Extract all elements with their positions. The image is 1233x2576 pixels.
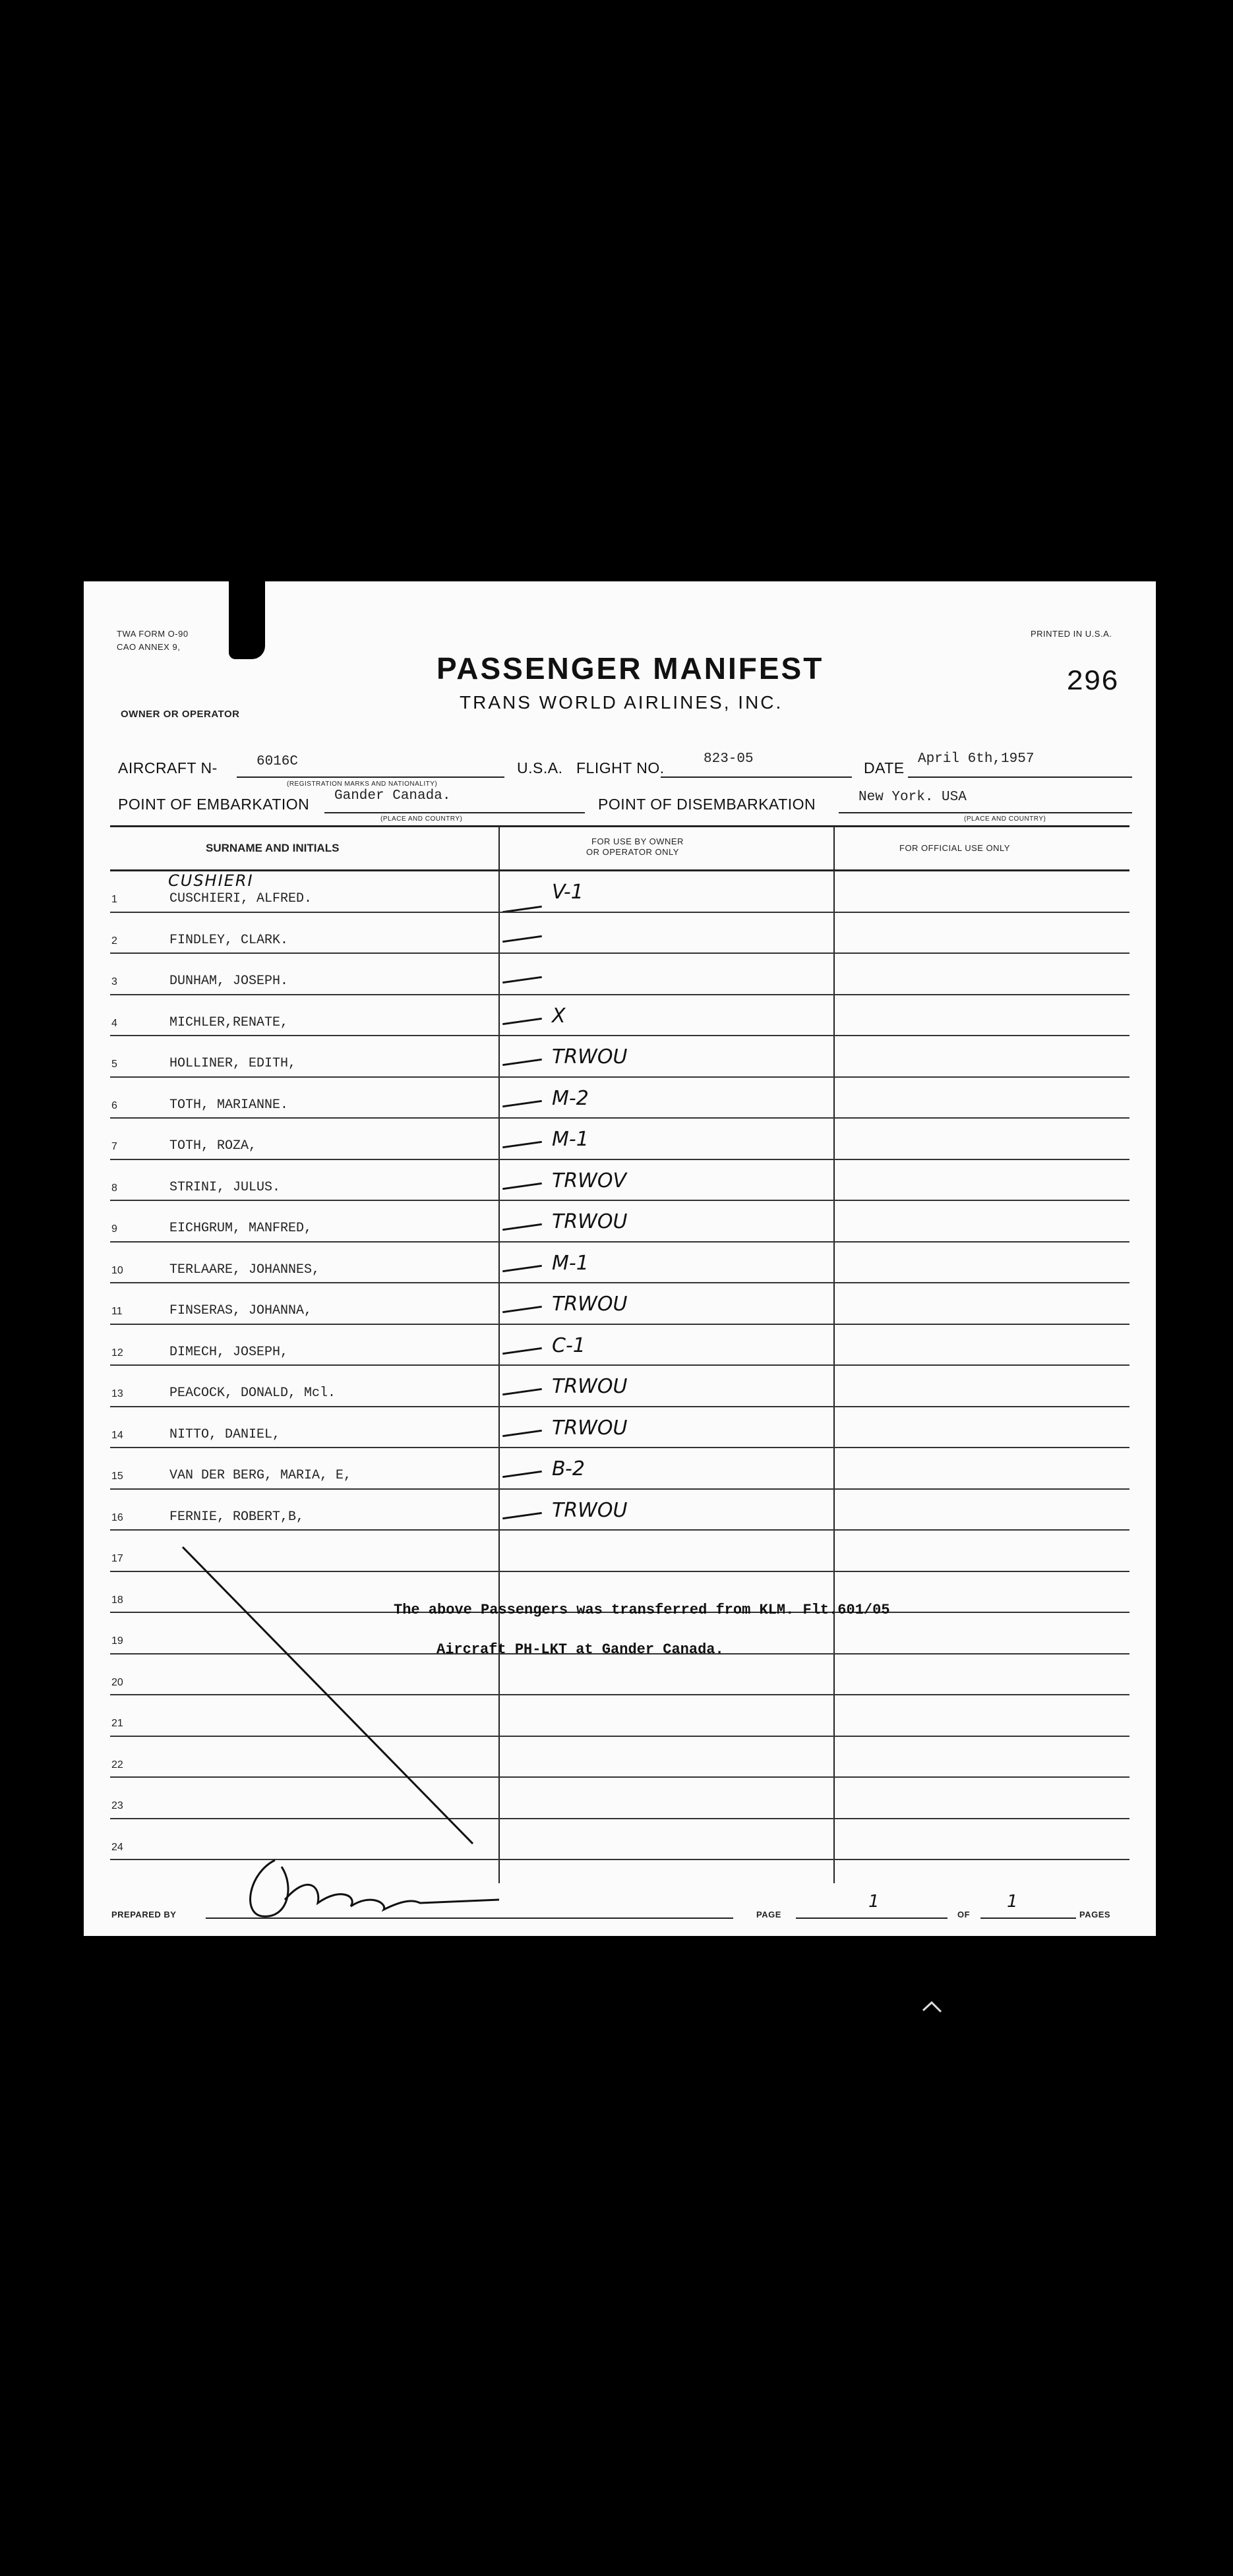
date-label: DATE <box>864 759 905 776</box>
signature <box>235 1847 512 1926</box>
passenger-name: TOTH, ROZA, <box>169 1138 257 1154</box>
row-number: 19 <box>111 1635 123 1647</box>
aircraft-label: AIRCRAFT N- <box>118 759 218 776</box>
row-number: 3 <box>111 976 117 987</box>
disembark-value: New York. USA <box>858 790 967 805</box>
airline-name: TRANS WORLD AIRLINES, INC. <box>460 692 783 713</box>
passenger-name: FINSERAS, JOHANNA, <box>169 1303 313 1318</box>
passenger-name: FINDLEY, CLARK. <box>169 932 289 948</box>
operator-mark: C-1 <box>552 1333 586 1357</box>
operator-mark: X <box>552 1004 566 1028</box>
registration-note: (REGISTRATION MARKS AND NATIONALITY) <box>287 780 438 788</box>
embark-label: POINT OF EMBARKATION <box>118 796 310 813</box>
operator-mark: TRWOU <box>552 1416 628 1440</box>
passenger-name: TOTH, MARIANNE. <box>169 1097 289 1113</box>
row-number: 5 <box>111 1059 117 1070</box>
stray-mark <box>920 1997 946 2017</box>
row-number: 4 <box>111 1017 117 1029</box>
col-owner-header-2: OR OPERATOR ONLY <box>586 847 679 857</box>
handwritten-correction: CUSHIERI <box>168 871 254 890</box>
embark-note: (PLACE AND COUNTRY) <box>380 815 463 823</box>
row-number: 17 <box>111 1553 123 1564</box>
row-number: 1 <box>111 894 117 905</box>
disembark-note: (PLACE AND COUNTRY) <box>964 815 1046 823</box>
passenger-name: MICHLER,RENATE, <box>169 1014 289 1030</box>
operator-mark: TRWOU <box>552 1375 628 1398</box>
operator-mark: M-1 <box>552 1128 589 1151</box>
operator-mark: M-1 <box>552 1251 589 1275</box>
flight-value: 823-05 <box>704 751 754 767</box>
disembark-label: POINT OF DISEMBARKATION <box>598 796 816 813</box>
passenger-name: FERNIE, ROBERT,B, <box>169 1509 305 1525</box>
col-owner-header-1: FOR USE BY OWNER <box>591 836 684 846</box>
operator-mark: B-2 <box>552 1457 585 1480</box>
row-number: 7 <box>111 1141 117 1152</box>
usa-label: U.S.A. <box>517 759 563 776</box>
operator-mark: TRWOU <box>552 1293 628 1316</box>
row-number: 14 <box>111 1429 123 1441</box>
transfer-note-line1: The above Passengers was transferred from KLM. Flt.601/05 <box>394 1602 890 1618</box>
passenger-name: EICHGRUM, MANFRED, <box>169 1221 313 1236</box>
page-value: 1 <box>868 1892 880 1912</box>
col-surname-header: SURNAME AND INITIALS <box>206 842 340 854</box>
row-number: 20 <box>111 1676 123 1688</box>
row-number: 23 <box>111 1800 123 1811</box>
passenger-name: DUNHAM, JOSEPH. <box>169 974 289 989</box>
operator-mark: M-2 <box>552 1086 589 1110</box>
form-id-2: CAO ANNEX 9, <box>117 642 181 652</box>
date-value: April 6th,1957 <box>918 751 1035 767</box>
of-label: OF <box>957 1910 971 1919</box>
passenger-name: DIMECH, JOSEPH, <box>169 1344 289 1360</box>
prepared-by-label: PREPARED BY <box>111 1910 177 1919</box>
row-number: 21 <box>111 1718 123 1729</box>
operator-mark: TRWOU <box>552 1498 628 1522</box>
prepared-by-underline <box>206 1917 733 1919</box>
row-number: 6 <box>111 1099 117 1111</box>
void-diagonal-line <box>84 581 1156 1936</box>
col-official-header: FOR OFFICIAL USE ONLY <box>899 843 1010 853</box>
row-number: 18 <box>111 1594 123 1606</box>
operator-mark: TRWOU <box>552 1210 628 1233</box>
row-number: 10 <box>111 1264 123 1276</box>
of-underline <box>980 1917 1076 1919</box>
form-id-1: TWA FORM O-90 <box>117 629 189 639</box>
row-number: 24 <box>111 1841 123 1853</box>
page-underline <box>796 1917 947 1919</box>
aircraft-value: 6016C <box>256 754 299 769</box>
row-number: 2 <box>111 935 117 947</box>
page-label: PAGE <box>756 1910 781 1919</box>
row-number: 22 <box>111 1759 123 1771</box>
row-number: 16 <box>111 1511 123 1523</box>
operator-mark: V-1 <box>552 881 584 904</box>
row-number: 9 <box>111 1223 117 1235</box>
operator-mark: TRWOU <box>552 1045 628 1068</box>
page-number-stamp: 296 <box>1066 666 1119 699</box>
passenger-name: VAN DER BERG, MARIA, E, <box>169 1468 352 1483</box>
transfer-note-line2: Aircraft PH-LKT at Gander Canada. <box>436 1641 724 1658</box>
passenger-name: TERLAARE, JOHANNES, <box>169 1262 320 1277</box>
row-number: 11 <box>111 1306 123 1317</box>
flight-label: FLIGHT NO. <box>576 759 665 776</box>
passenger-name: STRINI, JULUS. <box>169 1179 281 1195</box>
embark-value: Gander Canada. <box>334 788 451 804</box>
manifest-page <box>84 581 1156 1936</box>
row-number: 15 <box>111 1471 123 1482</box>
printed-in: PRINTED IN U.S.A. <box>1031 629 1112 639</box>
of-value: 1 <box>1007 1892 1018 1912</box>
passenger-name: PEACOCK, DONALD, Mcl. <box>169 1386 336 1401</box>
passenger-name: CUSCHIERI, ALFRED. <box>169 891 313 906</box>
operator-mark: TRWOV <box>552 1169 626 1192</box>
row-number: 13 <box>111 1388 123 1399</box>
row-number: 12 <box>111 1347 123 1359</box>
manifest-title: PASSENGER MANIFEST <box>436 651 824 686</box>
passenger-name: NITTO, DANIEL, <box>169 1426 281 1442</box>
passenger-name: HOLLINER, EDITH, <box>169 1056 297 1071</box>
owner-operator-label: OWNER OR OPERATOR <box>121 709 240 720</box>
row-number: 8 <box>111 1182 117 1194</box>
pages-label: PAGES <box>1079 1910 1111 1919</box>
